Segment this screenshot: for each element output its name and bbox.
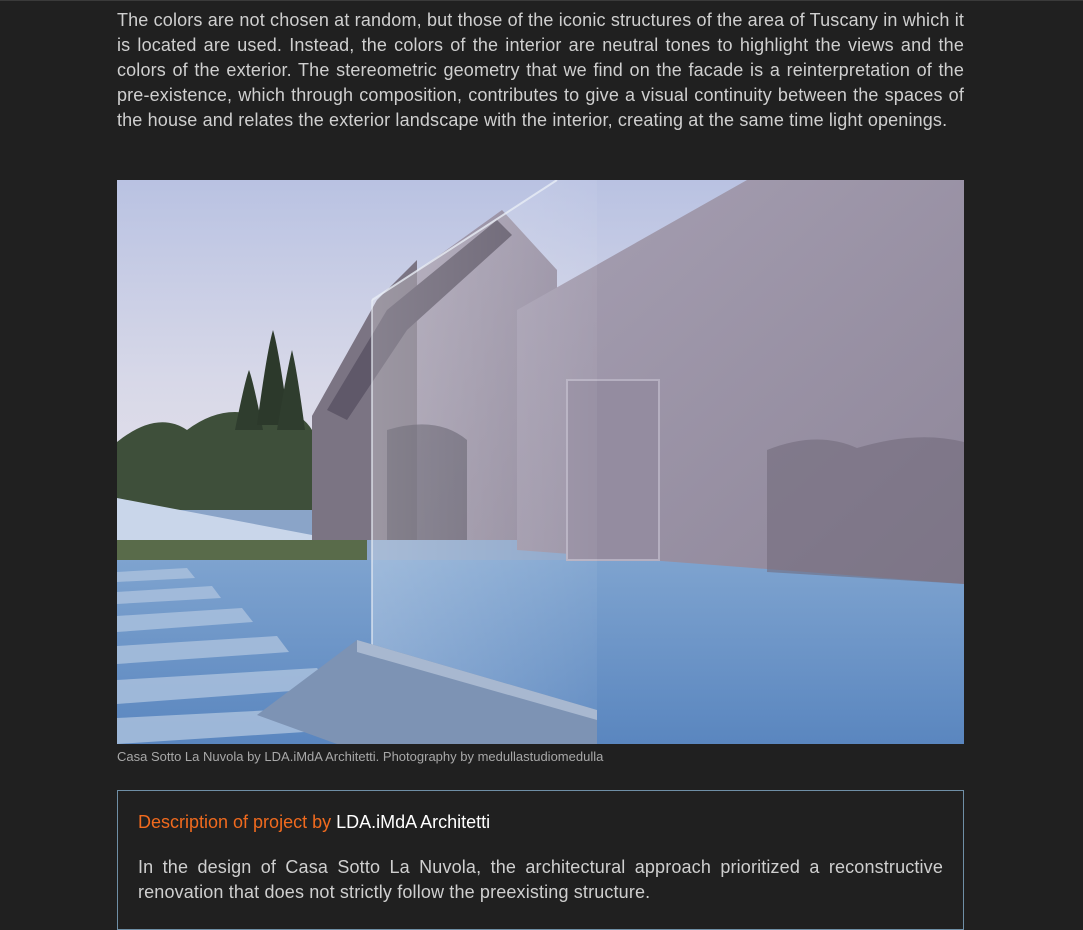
description-heading — [138, 811, 490, 833]
description-heading-prefix: Description of project by — [138, 812, 337, 832]
article-content — [117, 8, 964, 902]
top-divider — [0, 0, 1083, 1]
photo-caption: Casa Sotto La Nuvola by LDA.iMdA Architetti. Photography by medullastudiomedulla — [117, 749, 604, 764]
project-description-box — [117, 790, 964, 930]
intro-paragraph: The colors are not chosen at random, but those of the iconic structures of the area of Tuscany in which it is located are used. Instead, the colors of the interior are neutral tones to highlight the views and the colors of the exterior. The stereometric geometry that we find on the facade is a reinterpretation of the pre-existence, which through composition, contributes to give a visual continuity between the spaces of the house and relates the exterior landscape with the interior, creating at the same time light openings. — [117, 10, 964, 130]
architect-link[interactable]: LDA.iMdA Architetti — [336, 812, 491, 832]
project-photo-figure — [117, 180, 964, 765]
project-photo[interactable] — [117, 180, 964, 744]
description-paragraph: In the design of Casa Sotto La Nuvola, the architectural approach prioritized a reconstructive renovation that does not strictly follow the preexisting structure. — [138, 857, 943, 902]
